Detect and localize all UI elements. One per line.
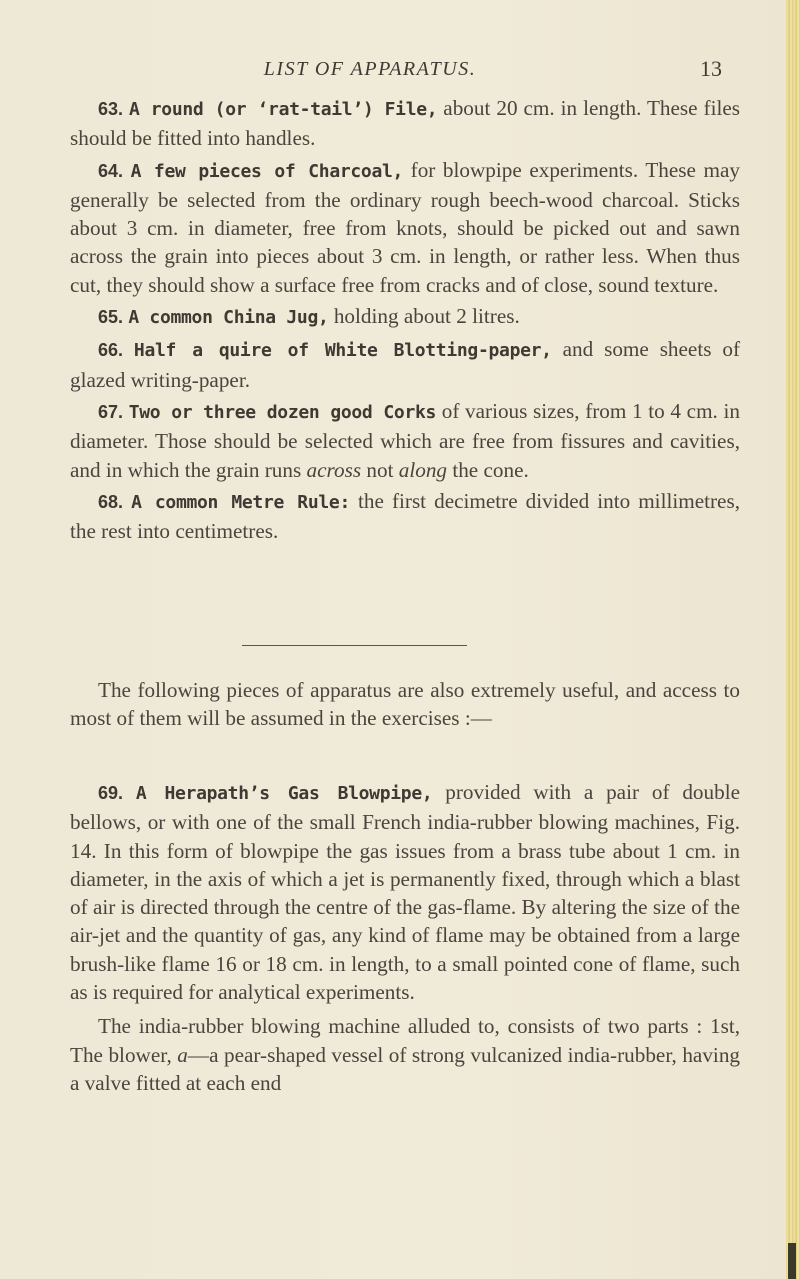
entry-64: [70, 156, 740, 299]
entry-67: [70, 397, 740, 484]
final-text-end: —a pear-shaped vessel of strong vulcanized india-rubber, having a valve fitted at each end: [70, 1042, 741, 1095]
entry-number: 67.: [98, 401, 124, 422]
entry-name: Two or three dozen good Corks: [128, 401, 437, 423]
entry-68: [70, 487, 740, 546]
entry-name: A Herapath’s Gas Blowpipe,: [135, 783, 433, 804]
italic-a: a: [177, 1042, 188, 1067]
apparatus-list: [70, 94, 740, 548]
entry-69: [70, 778, 740, 1006]
entry-number: 66.: [98, 340, 124, 361]
additional-apparatus: [70, 778, 740, 1103]
entry-name: A common Metre Rule:: [131, 491, 350, 513]
entry-name: Half a quire of White Blotting-paper,: [133, 340, 552, 362]
entry-text: the first decimetre divided into millimetres, the rest into centimetres.: [70, 488, 741, 544]
entry-text: and some sheets of glazed writing-paper.: [70, 337, 741, 392]
entry-text: holding about 2 litres.: [333, 304, 520, 329]
entry-text: provided with a pair of double bellows, or with one of the small French india-rubber blowing machines, Fig. 14. In this form of blowpipe the gas issues from a brass tube about 1 cm. in diameter, in the axis of which a jet is permanently fixed, through which a blast of air is directed through the centre of the gas-flame. By altering the size of the air-jet and the quantity of gas, any kind of flame may be obtained from a large brush-like flame 16 or 18 cm. in length, to a small pointed cone of flame, such as is required for analytical experiments.: [70, 780, 740, 1005]
entry-text-mid: not: [366, 457, 394, 482]
final-paragraph: [70, 1012, 740, 1097]
entry-number: 63.: [98, 99, 124, 119]
entry-number: 65.: [98, 307, 124, 328]
entry-text: about 20 cm. in length. These files should be fitted into handles.: [70, 96, 741, 151]
entry-text: of various sizes, from 1 to 4 cm. in diameter. Those should be selected which are free from fissures and cavities, and in which the grain runs: [70, 398, 740, 482]
entry-name: A common China Jug,: [128, 307, 329, 329]
entry-number: 68.: [98, 491, 124, 512]
italic-across: across: [306, 457, 362, 482]
page-edge-mark: [788, 1243, 796, 1279]
entry-65: [70, 302, 740, 332]
entry-66: [70, 335, 740, 394]
page-header: [0, 52, 786, 82]
entry-text-end: the cone.: [452, 457, 529, 482]
page-number: 13: [700, 56, 722, 81]
entry-number: 69.: [98, 783, 124, 803]
italic-along: along: [398, 457, 448, 482]
entry-63: [70, 94, 740, 153]
running-title: LIST OF APPARATUS.: [263, 58, 477, 80]
final-text: The india-rubber blowing machine alluded to, consists of two parts : 1st, The blower,: [70, 1014, 740, 1067]
entry-text: for blowpipe experiments. These may generally be selected from the ordinary rough beech-wood charcoal. Sticks about 3 cm. in diameter, free from knots, should be picked out and sawn across the grain into pieces about 3 cm. in length, or rather less. When thus cut, they should show a surface free from cracks and of close, sound texture.: [70, 157, 740, 297]
entry-name: A round (or ‘rat-tail’) File,: [129, 99, 438, 120]
entry-name: A few pieces of Charcoal,: [130, 160, 404, 182]
section-divider: [242, 645, 467, 646]
intro-text: The following pieces of apparatus are also extremely useful, and access to most of them will be assumed in the exercises :—: [70, 678, 740, 731]
page-edge: [786, 0, 800, 1279]
entry-number: 64.: [98, 160, 124, 181]
intro-paragraph: [70, 676, 740, 736]
